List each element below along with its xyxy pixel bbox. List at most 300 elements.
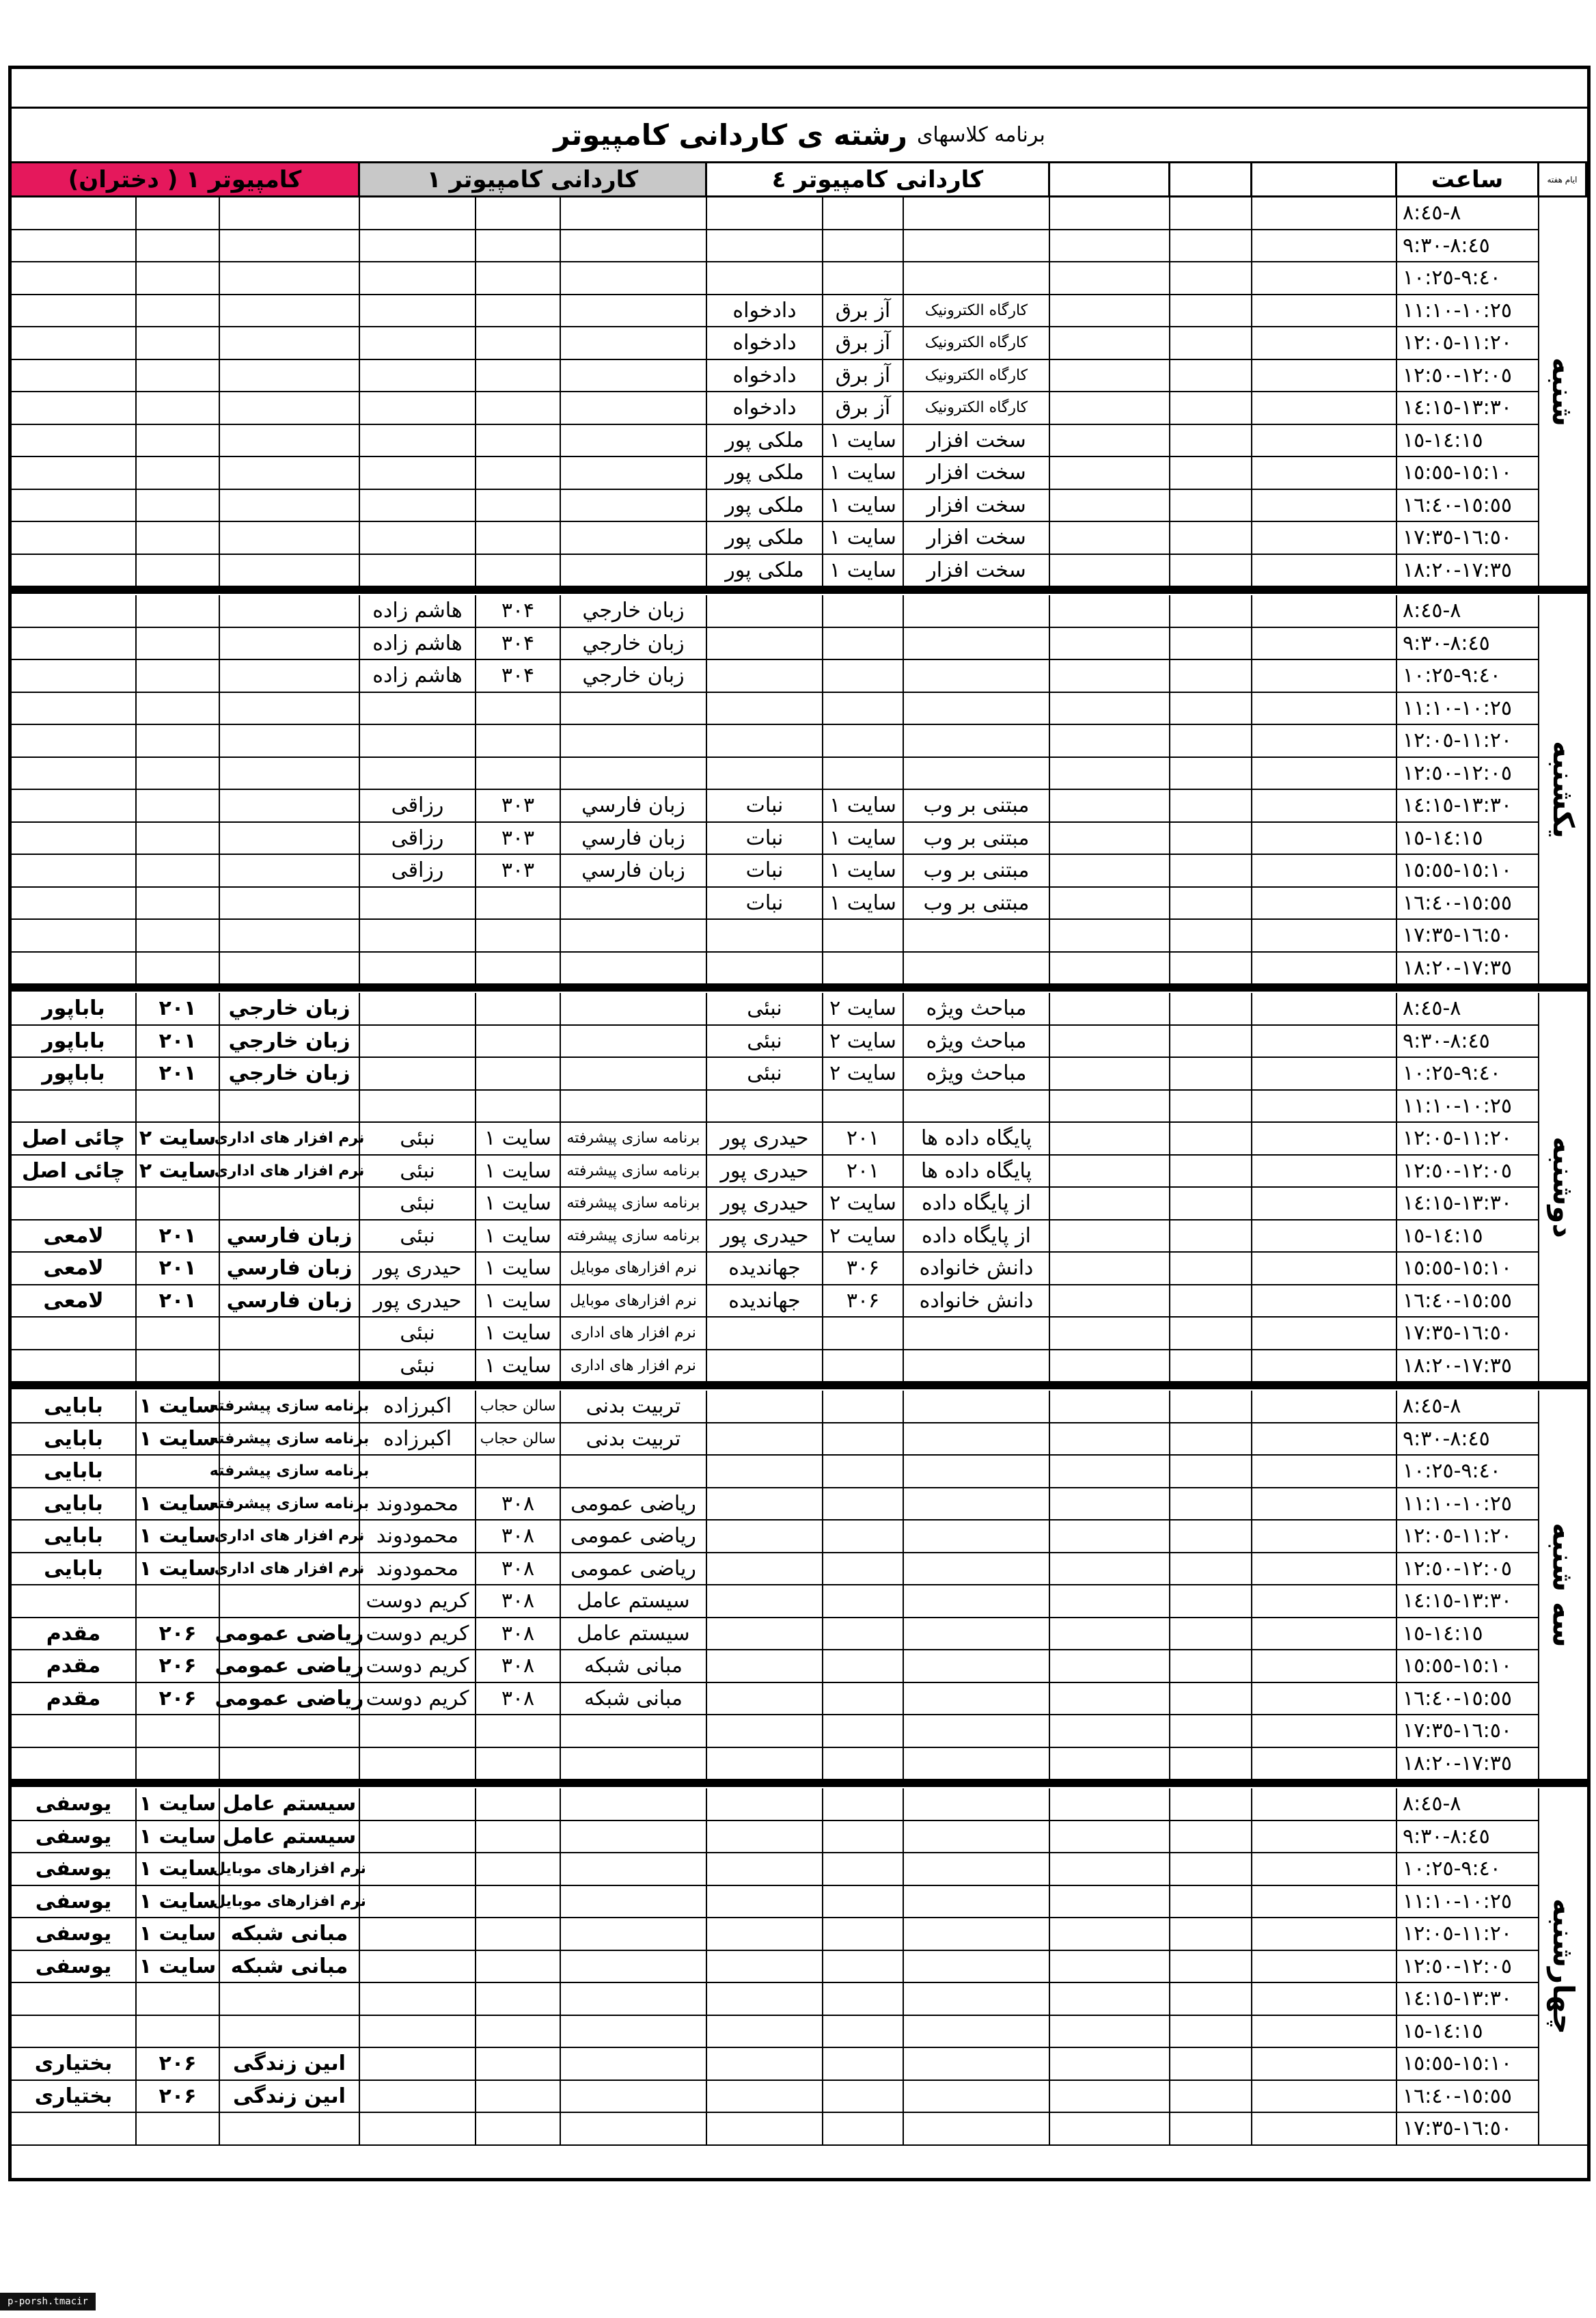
- schedule-sheet: [8, 66, 1591, 2181]
- empty-cell: [1170, 660, 1252, 693]
- course-cell: مباحث ویژه: [904, 993, 1050, 1026]
- room-cell: سایت ٢: [823, 993, 904, 1026]
- course-cell: [561, 1788, 707, 1821]
- course-cell: [904, 197, 1050, 230]
- room-cell: [476, 1821, 561, 1854]
- instructor-cell: [12, 2113, 137, 2146]
- instructor-cell: [360, 1983, 476, 2016]
- time-slot: ١١:٢٠-١٢:٠٥: [1397, 1918, 1539, 1951]
- room-cell: [823, 758, 904, 791]
- course-cell: پایگاه داده ها: [904, 1123, 1050, 1156]
- room-cell: سایت ١: [823, 888, 904, 921]
- room-cell: ٣٠٨: [476, 1585, 561, 1618]
- empty-cell: [1252, 1123, 1397, 1156]
- instructor-cell: [707, 1488, 823, 1521]
- header-group4: کاردانی کامپیوتر ٤: [707, 163, 1050, 197]
- course-cell: مبانی شبکه: [220, 1918, 360, 1951]
- time-slot: ١٦:٥٠-١٧:٣٥: [1397, 2113, 1539, 2146]
- day-name: چهارشنبه: [1546, 1898, 1580, 2034]
- instructor-cell: [12, 197, 137, 230]
- course-cell: [561, 1821, 707, 1854]
- time-slot: ٩:٤٠-١٠:٢٥: [1397, 1853, 1539, 1886]
- empty-cell: [1252, 628, 1397, 661]
- empty-cell: [1050, 855, 1170, 888]
- course-cell: ریاضی عمومی: [561, 1553, 707, 1586]
- course-cell: ریاضی عمومی: [561, 1488, 707, 1521]
- course-cell: مبتنی بر وب: [904, 855, 1050, 888]
- room-cell: سایت ١: [823, 490, 904, 523]
- room-cell: [137, 758, 220, 791]
- instructor-cell: کریم دوست: [360, 1618, 476, 1651]
- empty-cell: [1050, 920, 1170, 953]
- instructor-cell: چائی اصل: [12, 1156, 137, 1188]
- empty-cell: [1170, 855, 1252, 888]
- empty-cell: [1050, 1585, 1170, 1618]
- empty-cell: [1050, 1853, 1170, 1886]
- instructor-cell: باباپور: [12, 993, 137, 1026]
- instructor-cell: [707, 1650, 823, 1683]
- course-cell: [561, 2113, 707, 2146]
- room-cell: ٣٠٨: [476, 1650, 561, 1683]
- time-slot: ١٥:١٠-١٥:٥٥: [1397, 1253, 1539, 1285]
- room-cell: [823, 262, 904, 295]
- instructor-cell: [360, 1715, 476, 1748]
- course-cell: [561, 457, 707, 490]
- empty-cell: [1170, 2113, 1252, 2146]
- course-cell: [904, 1886, 1050, 1919]
- course-cell: [904, 230, 1050, 263]
- course-cell: [904, 920, 1050, 953]
- time-slot: ٨-٨:٤٥: [1397, 595, 1539, 628]
- instructor-cell: [12, 262, 137, 295]
- instructor-cell: [12, 425, 137, 458]
- time-slot: ٨:٤٥-٩:٣٠: [1397, 1026, 1539, 1059]
- room-cell: [823, 1650, 904, 1683]
- room-cell: [137, 555, 220, 588]
- room-cell: [476, 2016, 561, 2049]
- empty-cell: [1050, 230, 1170, 263]
- room-cell: ٣٠٨: [476, 1488, 561, 1521]
- empty-cell: [1252, 197, 1397, 230]
- instructor-cell: نبئی: [360, 1188, 476, 1221]
- course-cell: [561, 327, 707, 360]
- empty-cell: [1170, 953, 1252, 985]
- course-cell: [561, 758, 707, 791]
- empty-cell: [1170, 1188, 1252, 1221]
- course-cell: [561, 1748, 707, 1781]
- day-label-cell: [1539, 1788, 1587, 2146]
- time-slot: ١٢:٠٥-١٢:٥٠: [1397, 1156, 1539, 1188]
- room-cell: ٣٠٣: [476, 823, 561, 856]
- course-cell: [220, 888, 360, 921]
- empty-cell: [1050, 660, 1170, 693]
- room-cell: سایت ١: [476, 1123, 561, 1156]
- instructor-cell: نبئی: [707, 1058, 823, 1091]
- room-cell: [476, 953, 561, 985]
- course-cell: [220, 855, 360, 888]
- room-cell: [476, 555, 561, 588]
- time-slot: ١١:٢٠-١٢:٠٥: [1397, 725, 1539, 758]
- empty-cell: [1252, 230, 1397, 263]
- instructor-cell: [707, 693, 823, 726]
- empty-cell: [1252, 758, 1397, 791]
- time-slot: ١٣:٣٠-١٤:١٥: [1397, 790, 1539, 823]
- empty-cell: [1170, 1585, 1252, 1618]
- room-cell: [476, 1026, 561, 1059]
- time-slot: ١٧:٣٥-١٨:٢٠: [1397, 1350, 1539, 1383]
- time-slot: ١٣:٣٠-١٤:١٥: [1397, 1188, 1539, 1221]
- instructor-cell: یوسفی: [12, 1886, 137, 1919]
- empty-cell: [1170, 823, 1252, 856]
- empty-cell: [1170, 1886, 1252, 1919]
- empty-cell: [1252, 1918, 1397, 1951]
- room-cell: سایت ١: [476, 1188, 561, 1221]
- course-cell: برنامه سازی پیشرفته: [561, 1221, 707, 1253]
- time-slot: ٨-٨:٤٥: [1397, 197, 1539, 230]
- empty-cell: [1252, 490, 1397, 523]
- empty-cell: [1252, 2081, 1397, 2114]
- course-cell: [220, 920, 360, 953]
- room-cell: [476, 1748, 561, 1781]
- instructor-cell: [707, 725, 823, 758]
- empty-cell: [1050, 1423, 1170, 1456]
- course-cell: [904, 2048, 1050, 2081]
- course-cell: نرم افزار های اداری: [220, 1553, 360, 1586]
- day-label-cell: [1539, 993, 1587, 1382]
- instructor-cell: [12, 295, 137, 328]
- empty-cell: [1050, 262, 1170, 295]
- instructor-cell: باباپور: [12, 1058, 137, 1091]
- course-cell: زبان فارسي: [220, 1285, 360, 1318]
- room-cell: [137, 823, 220, 856]
- course-cell: دانش خانواده: [904, 1285, 1050, 1318]
- room-cell: [823, 1951, 904, 1984]
- course-cell: مبانی شبکه: [561, 1650, 707, 1683]
- instructor-cell: [707, 230, 823, 263]
- room-cell: [137, 790, 220, 823]
- room-cell: ٣٠٨: [476, 1553, 561, 1586]
- room-cell: ٣٠٨: [476, 1618, 561, 1651]
- instructor-cell: [12, 693, 137, 726]
- course-cell: [220, 790, 360, 823]
- room-cell: [137, 888, 220, 921]
- room-cell: سایت ٢: [823, 1221, 904, 1253]
- instructor-cell: [12, 920, 137, 953]
- course-cell: [904, 1748, 1050, 1781]
- course-cell: [561, 1456, 707, 1488]
- empty-cell: [1050, 392, 1170, 425]
- course-cell: مبتنی بر وب: [904, 790, 1050, 823]
- empty-cell: [1170, 2016, 1252, 2049]
- time-slot: ٩:٤٠-١٠:٢٥: [1397, 660, 1539, 693]
- room-cell: [137, 1585, 220, 1618]
- instructor-cell: یوسفی: [12, 1853, 137, 1886]
- room-cell: ٢٠۶: [137, 2081, 220, 2114]
- room-cell: [476, 457, 561, 490]
- room-cell: [476, 522, 561, 555]
- empty-cell: [1170, 1156, 1252, 1188]
- instructor-cell: [360, 993, 476, 1026]
- empty-cell: [1050, 693, 1170, 726]
- time-slot: ١٥:١٠-١٥:٥٥: [1397, 2048, 1539, 2081]
- empty-cell: [1252, 2016, 1397, 2049]
- empty-cell: [1050, 1188, 1170, 1221]
- empty-cell: [1170, 555, 1252, 588]
- room-cell: [476, 1456, 561, 1488]
- instructor-cell: [707, 1091, 823, 1123]
- course-cell: نرم افزارهای موبایل: [561, 1253, 707, 1285]
- day-name: شنبه: [1546, 357, 1580, 426]
- room-cell: [823, 2016, 904, 2049]
- instructor-cell: [707, 1585, 823, 1618]
- course-cell: [220, 1715, 360, 1748]
- room-cell: [137, 490, 220, 523]
- empty-cell: [1252, 457, 1397, 490]
- time-slot: ١٣:٣٠-١٤:١٥: [1397, 392, 1539, 425]
- instructor-cell: [360, 2016, 476, 2049]
- instructor-cell: [707, 660, 823, 693]
- course-cell: [220, 392, 360, 425]
- empty-cell: [1252, 1253, 1397, 1285]
- course-cell: زبان خارجي: [220, 1058, 360, 1091]
- room-cell: [823, 197, 904, 230]
- room-cell: [476, 920, 561, 953]
- room-cell: سایت ٢: [137, 1123, 220, 1156]
- room-cell: سایت ١: [823, 823, 904, 856]
- course-cell: زبان خارجي: [561, 628, 707, 661]
- instructor-cell: نبات: [707, 888, 823, 921]
- instructor-cell: [12, 855, 137, 888]
- empty-cell: [1170, 490, 1252, 523]
- title-bar: [12, 109, 1587, 163]
- room-cell: [476, 425, 561, 458]
- course-cell: [561, 693, 707, 726]
- course-cell: [220, 1188, 360, 1221]
- room-cell: [476, 1788, 561, 1821]
- room-cell: [137, 855, 220, 888]
- room-cell: [823, 1521, 904, 1553]
- empty-cell: [1252, 555, 1397, 588]
- day-separator: [12, 1780, 1587, 1787]
- instructor-cell: [12, 628, 137, 661]
- instructor-cell: [707, 920, 823, 953]
- course-cell: برنامه سازی پیشرفته: [561, 1123, 707, 1156]
- instructor-cell: [12, 2016, 137, 2049]
- empty-cell: [1050, 2048, 1170, 2081]
- empty-cell: [1252, 2048, 1397, 2081]
- room-cell: سایت ١: [476, 1156, 561, 1188]
- instructor-cell: حیدری پور: [360, 1253, 476, 1285]
- empty-cell: [1050, 1391, 1170, 1423]
- empty-cell: [1252, 2113, 1397, 2146]
- instructor-cell: [12, 888, 137, 921]
- course-cell: [561, 555, 707, 588]
- empty-cell: [1050, 758, 1170, 791]
- time-slot: ١٢:٠٥-١٢:٥٠: [1397, 1553, 1539, 1586]
- day-separator: [12, 1382, 1587, 1389]
- room-cell: ٢٠١: [823, 1123, 904, 1156]
- empty-cell: [1252, 1618, 1397, 1651]
- room-cell: آز برق: [823, 360, 904, 393]
- top-band: [12, 69, 1587, 109]
- instructor-cell: کریم دوست: [360, 1683, 476, 1716]
- empty-cell: [1050, 1456, 1170, 1488]
- empty-cell: [1252, 392, 1397, 425]
- empty-cell: [1050, 1618, 1170, 1651]
- room-cell: [476, 360, 561, 393]
- empty-cell: [1252, 295, 1397, 328]
- instructor-cell: [707, 1618, 823, 1651]
- empty-cell: [1050, 2081, 1170, 2114]
- course-cell: برنامه سازی پیشرفته: [220, 1391, 360, 1423]
- empty-cell: [1050, 725, 1170, 758]
- empty-cell: [1170, 1488, 1252, 1521]
- time-slot: ٨:٤٥-٩:٣٠: [1397, 1821, 1539, 1854]
- empty-cell: [1252, 790, 1397, 823]
- instructor-cell: ملکی پور: [707, 555, 823, 588]
- empty-cell: [1170, 1853, 1252, 1886]
- empty-cell: [1050, 1748, 1170, 1781]
- instructor-cell: [707, 1983, 823, 2016]
- course-cell: [561, 392, 707, 425]
- course-cell: پایگاه داده ها: [904, 1156, 1050, 1188]
- empty-cell: [1252, 1650, 1397, 1683]
- course-cell: [561, 522, 707, 555]
- time-slot: ١٢:٠٥-١٢:٥٠: [1397, 1951, 1539, 1984]
- empty-cell: [1170, 1983, 1252, 2016]
- room-cell: [476, 1058, 561, 1091]
- course-cell: [904, 1983, 1050, 2016]
- instructor-cell: [12, 1715, 137, 1748]
- course-cell: [904, 693, 1050, 726]
- course-cell: کارگاه الکترونیک: [904, 327, 1050, 360]
- instructor-cell: نبئی: [360, 1156, 476, 1188]
- instructor-cell: کریم دوست: [360, 1585, 476, 1618]
- time-slot: ١٧:٣٥-١٨:٢٠: [1397, 953, 1539, 985]
- empty-cell: [1170, 790, 1252, 823]
- time-slot: ١٤:١٥-١٥: [1397, 2016, 1539, 2049]
- room-cell: سایت ١: [823, 855, 904, 888]
- room-cell: [137, 230, 220, 263]
- empty-cell: [1170, 1058, 1252, 1091]
- course-cell: کارگاه الکترونیک: [904, 295, 1050, 328]
- course-cell: [561, 1951, 707, 1984]
- course-cell: [904, 1091, 1050, 1123]
- empty-cell: [1170, 888, 1252, 921]
- empty-cell: [1050, 360, 1170, 393]
- room-cell: [137, 1715, 220, 1748]
- empty-cell: [1050, 327, 1170, 360]
- instructor-cell: چائی اصل: [12, 1123, 137, 1156]
- course-cell: نرم افزار های اداری: [220, 1156, 360, 1188]
- empty-cell: [1170, 2048, 1252, 2081]
- empty-cell: [1050, 888, 1170, 921]
- empty-cell: [1170, 230, 1252, 263]
- room-cell: [476, 1951, 561, 1984]
- empty-cell: [1170, 2081, 1252, 2114]
- empty-cell: [1170, 1748, 1252, 1781]
- course-cell: سخت افزار: [904, 555, 1050, 588]
- empty-cell: [1252, 1423, 1397, 1456]
- empty-cell: [1252, 1521, 1397, 1553]
- instructor-cell: ملکی پور: [707, 490, 823, 523]
- room-cell: ٣٠٨: [476, 1683, 561, 1716]
- empty-cell: [1170, 1821, 1252, 1854]
- room-cell: سایت ١: [137, 1423, 220, 1456]
- empty-cell: [1170, 1123, 1252, 1156]
- instructor-cell: [360, 1456, 476, 1488]
- empty-cell: [1050, 1521, 1170, 1553]
- room-cell: آز برق: [823, 295, 904, 328]
- empty-cell: [1252, 888, 1397, 921]
- room-cell: [823, 1350, 904, 1383]
- room-cell: [823, 1553, 904, 1586]
- room-cell: سایت ١: [476, 1253, 561, 1285]
- course-cell: [904, 262, 1050, 295]
- empty-cell: [1170, 262, 1252, 295]
- empty-cell: [1252, 1091, 1397, 1123]
- empty-cell: [1252, 660, 1397, 693]
- instructor-cell: [707, 758, 823, 791]
- course-cell: [904, 725, 1050, 758]
- instructor-cell: نبات: [707, 823, 823, 856]
- course-cell: [561, 888, 707, 921]
- course-cell: [904, 2081, 1050, 2114]
- empty-cell: [1050, 1488, 1170, 1521]
- instructor-cell: [707, 628, 823, 661]
- time-slot: ١٦:٥٠-١٧:٣٥: [1397, 920, 1539, 953]
- room-cell: آز برق: [823, 392, 904, 425]
- instructor-cell: [12, 1188, 137, 1221]
- empty-cell: [1050, 1156, 1170, 1188]
- day-name: یکشنبه: [1546, 740, 1580, 838]
- empty-cell: [1252, 1456, 1397, 1488]
- time-slot: ١٤:١٥-١٥: [1397, 823, 1539, 856]
- room-cell: [823, 1423, 904, 1456]
- course-cell: [904, 1318, 1050, 1350]
- room-cell: [823, 1983, 904, 2016]
- instructor-cell: [360, 360, 476, 393]
- instructor-cell: ملکی پور: [707, 522, 823, 555]
- course-cell: [220, 1585, 360, 1618]
- room-cell: [137, 262, 220, 295]
- instructor-cell: [360, 725, 476, 758]
- instructor-cell: بختیاری: [12, 2081, 137, 2114]
- room-cell: [476, 2113, 561, 2146]
- course-cell: تربیت بدنی: [561, 1391, 707, 1423]
- empty-cell: [1170, 1026, 1252, 1059]
- empty-cell: [1050, 425, 1170, 458]
- room-cell: [137, 1748, 220, 1781]
- empty-cell: [1170, 595, 1252, 628]
- instructor-cell: [707, 1821, 823, 1854]
- empty-cell: [1252, 953, 1397, 985]
- course-cell: [220, 660, 360, 693]
- time-slot: ١٧:٣٥-١٨:٢٠: [1397, 555, 1539, 588]
- course-cell: [561, 1058, 707, 1091]
- instructor-cell: محمودوند: [360, 1488, 476, 1521]
- room-cell: [823, 725, 904, 758]
- course-cell: [904, 953, 1050, 985]
- instructor-cell: [12, 327, 137, 360]
- instructor-cell: [707, 2113, 823, 2146]
- course-cell: سخت افزار: [904, 457, 1050, 490]
- course-cell: [220, 457, 360, 490]
- course-cell: مباحث ویژه: [904, 1058, 1050, 1091]
- course-cell: [904, 1918, 1050, 1951]
- course-cell: نرم افزارهای موبایل: [220, 1886, 360, 1919]
- instructor-cell: [707, 1391, 823, 1423]
